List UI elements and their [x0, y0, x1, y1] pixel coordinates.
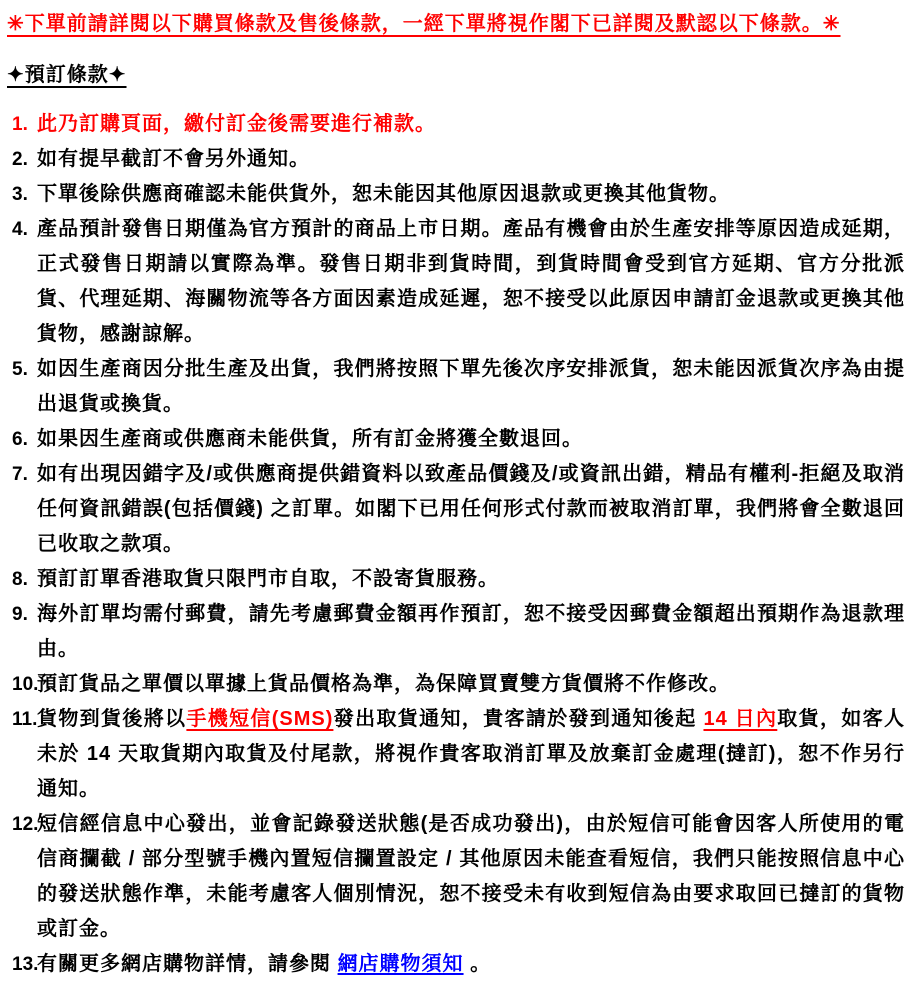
term-item-5	[7, 352, 905, 422]
term-number: 11.	[12, 709, 38, 730]
term-text: 如果因生產商或供應商未能供貨，所有訂金將獲全數退回。	[37, 428, 583, 450]
term-text: 下單後除供應商確認未能供貨外，恕未能因其他原因退款或更換其他貨物。	[37, 183, 730, 205]
term-number: 4.	[12, 219, 28, 240]
term-number: 6.	[12, 429, 28, 450]
term-item-4	[7, 212, 905, 352]
term-text: 如有出現因錯字及/或供應商提供錯資料以致產品價錢及/或資訊出錯，精品有權利-拒絕及取消任何資訊錯誤(包括價錢) 之訂單。如閣下已用任何形式付款而被取消訂單，我們將會全數退回已收取之款項。	[37, 463, 905, 555]
term-text: 貨物到貨後將以	[37, 708, 187, 730]
term-number: 10.	[12, 674, 39, 695]
term-number: 13.	[12, 954, 39, 975]
term-text: 預訂貨品之單價以單據上貨品價格為準，為保障買賣雙方貨價將不作修改。	[37, 673, 730, 695]
term-item-3	[7, 177, 905, 212]
term-number: 1.	[12, 114, 28, 135]
section-title: ✦預訂條款✦	[7, 64, 127, 86]
term-number: 3.	[12, 184, 28, 205]
term-number: 9.	[12, 604, 28, 625]
term-item-7	[7, 457, 905, 562]
term-text: 產品預計發售日期僅為官方預計的商品上市日期。產品有機會由於生產安排等原因造成延期，正式發售日期請以實際為準。發售日期非到貨時間，到貨時間會受到官方延期、官方分批派貨、代理延期、海關物流等各方面因素造成延遲，恕不接受以此原因申請訂金退款或更換其他貨物，感謝諒解。	[37, 218, 905, 345]
store-shopping-guide-link[interactable]: 網店購物須知	[337, 953, 464, 975]
term-text: 取貨，如客人未於 14 天取貨期內取貨及付尾款，將視作貴客取消訂單及放棄訂金處理(撻訂)，恕不作另行通知。	[37, 708, 906, 800]
pre-purchase-warning: ✳下單前請詳閱以下購買條款及售後條款，一經下單將視作閣下已詳閱及默認以下條款。✳	[7, 13, 841, 35]
term-item-6	[7, 422, 905, 457]
term-item-8	[7, 562, 905, 597]
term-item-9	[7, 597, 905, 667]
term-number: 8.	[12, 569, 28, 590]
term-text: 。	[463, 953, 492, 975]
term-text: 預訂訂單香港取貨只限門市自取，不設寄貨服務。	[37, 568, 499, 590]
term-text: 如有提早截訂不會另外通知。	[37, 148, 310, 170]
term-text: 短信經信息中心發出，並會記錄發送狀態(是否成功發出)，由於短信可能會因客人所使用的電信商攔截 / 部分型號手機內置短信攔置設定 / 其他原因未能查看短信，我們只能按照信息中心的發送狀態作準，未能考慮客人個別情況，恕不接受未有收到短信為由要求取回已撻訂的貨物或訂金。	[37, 813, 905, 940]
term-item-13	[7, 947, 905, 982]
term-number: 12.	[12, 814, 39, 835]
term-item-1	[7, 107, 905, 142]
term-number: 2.	[12, 149, 28, 170]
term-text: 如因生產商因分批生產及出貨，我們將按照下單先後次序安排派貨，恕未能因派貨次序為由提出退貨或換貨。	[37, 358, 905, 415]
term-text: 此乃訂購頁面，繳付訂金後需要進行補款。	[37, 113, 436, 135]
term-item-2	[7, 142, 905, 177]
term-text: 發出取貨通知，貴客請於發到通知後起	[333, 708, 704, 730]
term-item-11	[7, 702, 905, 807]
term-text: 海外訂單均需付郵費，請先考慮郵費金額再作預訂，恕不接受因郵費金額超出預期作為退款理由。	[37, 603, 905, 660]
terms-list	[7, 107, 905, 982]
term-number: 5.	[12, 359, 28, 380]
term-item-12	[7, 807, 905, 947]
highlighted-red-text: 14 日內	[703, 708, 778, 730]
term-text: 有關更多網店購物詳情，請參閱	[37, 953, 338, 975]
highlighted-red-text: 手機短信(SMS)	[186, 708, 334, 730]
term-item-10	[7, 667, 905, 702]
term-number: 7.	[12, 464, 28, 485]
